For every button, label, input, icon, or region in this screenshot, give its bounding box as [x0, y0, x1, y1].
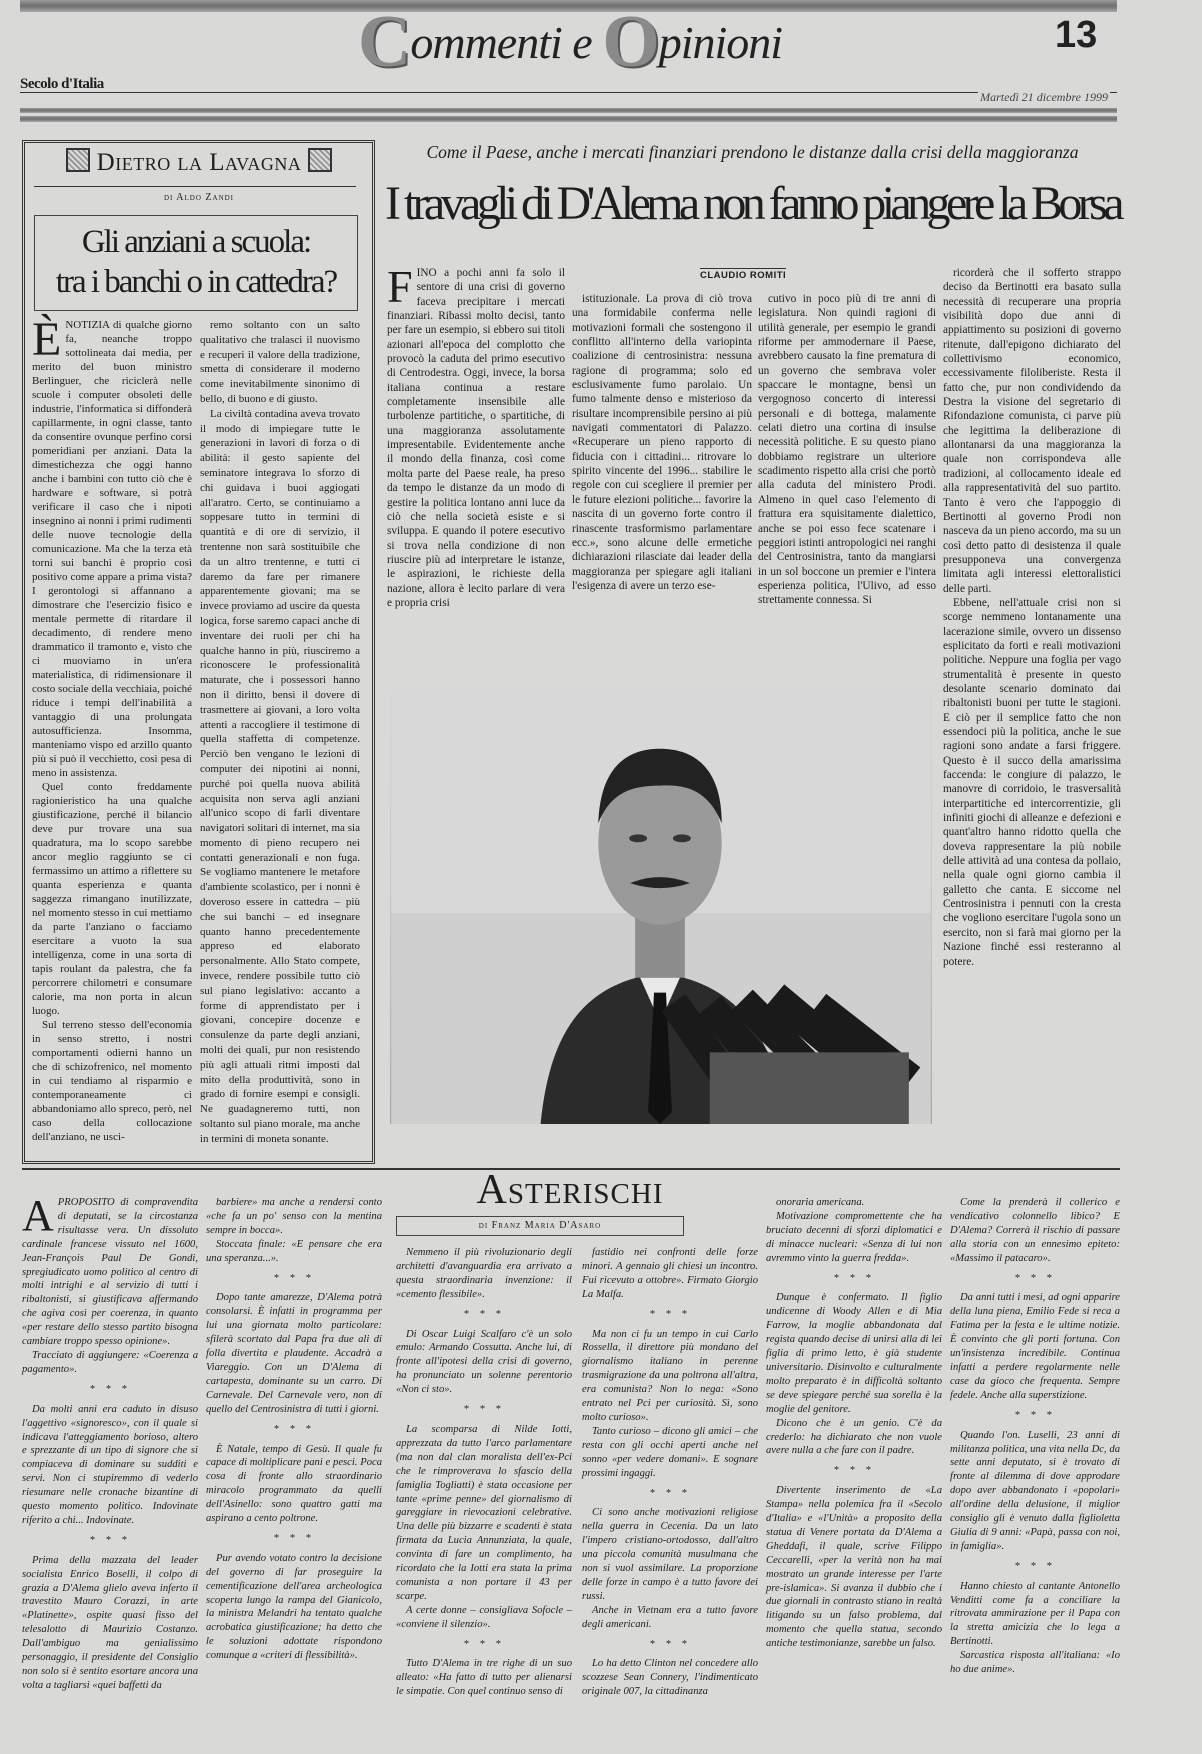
paragraph: La scomparsa di Nilde Iotti, apprezzata da tutto l'arco parlamentare (ma non dal clan moralista dell'ex-Pci che le rimproverava lo sfascio della famiglia Togliatti) è stata occasione per tante «prime penne» del giornalismo di gareggiare in rievocazioni celebrative. Una delle più bizzarre e scadenti è stata firmata da Lucia Annunziata, la quale, convinta di fare un complimento, ha ricordato che la Iotti era stata la prima comunista a non portare il 43 per scarpe.: [396, 1423, 572, 1602]
header-rule-mid: [20, 108, 1117, 113]
paragraph: Tutto D'Alema in tre righe di un suo alleato: «Ha fatto di tutto per alienarsi le simpatie. Con quel continuo senso di: [396, 1658, 572, 1698]
article-byline: CLAUDIO ROMITI: [700, 270, 787, 281]
article-headline: I travagli di D'Alema non fanno piangere la Borsa: [385, 177, 1120, 230]
paragraph: Ci sono anche motivazioni religiose nella guerra in Cecenia. Da un lato l'impero cristiano-ortodosso, dall'altro una piccola comunità musulmana che non si vuol assimilare. La proporzione delle forze in campo è a tutto favore dei russi.: [582, 1507, 758, 1602]
paragraph: Tracciato di aggiungere: «Coerenza a pagamento».: [22, 1349, 198, 1375]
asterischi-col-4: [582, 1246, 758, 1748]
drop-cap: È: [32, 313, 62, 366]
paragraph: Anche in Vietnam era a tutto favore degli americani.: [582, 1604, 758, 1630]
rubric-divider: [34, 186, 356, 187]
asterischi-col-6: [950, 1196, 1120, 1748]
paragraph: INO a pochi anni fa solo il sentore di una crisi di governo faceva precipitare i mercati finanziari. Ribassi molto decisi, tanto per fare un esempio, si ebbero sui titoli azionari all'epoca del complotto che provocò la caduta del primo esecutivo di Centrodestra. Oggi, invece, la borsa italiana continua a restare completamente insensibile alle turbolenze partitiche, o spartitiche, di una maggioranza assolutamente impresentabile. Evidentemente anche il mondo della finanza, così come molta parte del Paese reale, ha preso da tempo le distanze da un modo di gestire la politica lontano anni luce da ciò che nella società esiste e si sviluppa. E quando il potere esecutivo si trova nella condizione di non riuscire più ad interpretare le istanze, le aspirazioni, le richieste della nazione, allora è lecito parlare di vera e propria crisi: [387, 267, 565, 609]
paragraph: Di Oscar Luigi Scalfaro c'è un solo emulo: Armando Cossutta. Anche lui, di fronte all'ipotesi della crisi di governo, ha pronunciato un solenne perentorio «Non ci sto».: [396, 1328, 572, 1396]
section-title-part-2: pinioni: [658, 17, 783, 68]
paragraph: onoraria americana.: [776, 1197, 865, 1208]
separator: * * *: [273, 1423, 315, 1435]
separator: * * *: [463, 1638, 505, 1650]
paragraph: Tanto curioso – dicono gli amici – che resta con gli occhi aperti anche nel sonno «per vedere domani». E sognare prossimi ingaggi.: [582, 1425, 758, 1479]
paragraph: PROPOSITO di compravendita di deputati, se la circostanza risultasse vera. Un dissoluto cardinale francese vissuto nel 1600, Jean-François Paul De Gondi, spregiudicato uomo politico al centro di molti intrighi e al servizio di tutti i ribaltonisti, si giustificava affermando che agiva così per coerenza, in quanto «per restare dello stesso partito bisogna cambiare troppo spesso opinione».: [22, 1197, 198, 1348]
paragraph: Da anni tutti i mesi, ad ogni apparire della luna piena, Emilio Fede si reca a Fatima per la festa e le ultime notizie. È convinto che gli porti fortuna. Con un'insistenza incredibile. Continua infatti a perdere regolarmente nelle case da gioco che frequenta. Sempre fedele. Anche alla superstizione.: [950, 1292, 1120, 1401]
paragraph: istituzionale. La prova di ciò trova una formidabile conferma nelle motivazioni formali che sostengono il conflitto all'interno della variopinta coalizione di centrosinistra: nessuna ragione di programma; solo ed esclusivamente fumo parolaio. Un fumo talmente denso e misterioso da risultare incomprensibile persino ai più navigati commentatori di Palazzo. «Recuperare un pieno rapporto di fiducia con i cittadini... ritrovare lo spirito vincente del 1996... stabilire le regole con cui scegliere il premier per le future elezioni politiche... favorire la nascita di un governo forte contro il rinascente trasformismo parlamentare ecc.», sono alcune delle ermetiche dichiarazioni rilasciate dai leader della maggioranza per spiegare agli italiani l'esigenza di avere un terzo ese-: [572, 293, 752, 592]
article-photo: [390, 694, 932, 1124]
paragraph: Divertente inserimento de «La Stampa» nella polemica fra il «Secolo d'Italia» e «l'Unità» a proposito della statua di Venere portata da D'Alema a Gheddafi, il quale, scrive Filippo Ceccarelli, «per la verità non ha mai mostrato un grande interesse per l'arte pre-islamica». Si avanza il dubbio che i due giornali in contrasto stiano in realtà litigando su un falso problema, dal momento che quella statua, secondo antiche testimonianze, sarebbe un falso.: [766, 1485, 942, 1650]
paragraph: Ebbene, nell'attuale crisi non si scorge nemmeno lontanamente una lacerazione simile, ovvero un dissenso esplicitato da forti e reali motivazioni politiche. Neppure una foglia per vago strumentalità è presente in questo desolante scenario dominato dai ribaltonisti buoni per tutte le stagioni. E ciò per il semplice fatto che non essendoci più la politica, anche le sue ragioni sono andate a farsi friggere. Questo è il succo della amarissima faccenda: le congiure di palazzo, le manovre di corridoio, le trasversalità interpartitiche ed intercorrentizie, gli infiniti giochi di alleanze e defezioni e quant'altro hanno ridotto quella che doveva rappresentare la più nobile delle attività ad una contesa da pollaio, nella quale ogni giorno cambia il galletto che canta. E siccome nel Centrosinistra i pennuti con la cresta che vogliono esercitare l'ugola sono un esercito, non si farà mai giorno per la Nazione finché essi resteranno al potere.: [943, 596, 1121, 968]
column-author: di Aldo Zandi: [163, 192, 235, 203]
column-headline-line-2: tra i banchi o in cattedra?: [55, 264, 337, 300]
paragraph: Dicono che è un genio. C'è da crederlo: ha dichiarato che non vuole avere nulla a che fare con il padre.: [766, 1417, 942, 1457]
paragraph: Lo ha detto Clinton nel concedere allo scozzese Sean Connery, l'indimenticato originale 007, la cittadinanza: [582, 1658, 758, 1698]
paragraph: Pur avendo votato contro la decisione del governo di far proseguire la cementificazione dell'area archeologica scoperta lungo la rampa del Gianicolo, la ministra Melandri ha tentato qualche acrobatica giustificazione; ha detto che le soluzioni adottate rispondono comunque a «criteri di flessibilità».: [206, 1552, 382, 1662]
paragraph: Motivazione compromettente che ha bruciato decenni di sforzi diplomatici e di minacce nucleari: «Senza di lui non avremmo vinto la guerra fredda».: [766, 1210, 942, 1264]
asterischi-title: Asterischi: [476, 1167, 664, 1213]
asterischi-author: di Franz Maria D'Asaro: [396, 1216, 684, 1236]
column-text-col-2: [200, 318, 360, 1153]
asterischi-col-5: [766, 1196, 942, 1748]
header-divider: [20, 92, 1117, 93]
paragraph: NOTIZIA di qualche giorno fa, neanche troppo sottolineata dai media, per merito del buon ministro Berlinguer, che riciclerà nelle scuole i computer obsoleti delle industrie, l'informatica si diffonderà capillarmente, in ogni classe, tanto da consentire ovunque perfino corsi pomeridiani per anziani. Data la dimestichezza che oggi hanno anche i bambini con tutto ciò che è hardware e software, si potrà verificare il caso che i nipoti insegnino ai nonni i primi rudimenti delle nuove tecnologie della comunicazione. Ma che la terza età torni sui banchi è proprio così positivo come appare a prima vista? I gerontologi si affannano a dimostrare che l'esercizio fisico e mentale permette di ritardare il decadimento, di rendere meno drammatico il tramonto e, visto che ci muoviamo in un'era materialistica, di ridimensionare il costo sociale della vecchiaia, poiché riduce i tempi dell'inabilità a vantaggio di una prolungata autosufficienza. Insomma, manteniamo vispo ed arzillo quanto più si può il vecchietto, così pesa di meno in assistenza.: [32, 319, 192, 779]
section-title-part-1: ommenti e: [410, 17, 603, 68]
separator: * * *: [89, 1534, 131, 1546]
paragraph: Hanno chiesto al cantante Antonello Venditti come fa a conciliare la ritrovata ammirazione per il Papa con la stretta amicizia che lo lega a Bertinotti.: [950, 1580, 1120, 1648]
separator: * * *: [649, 1638, 691, 1650]
paragraph: fastidio nei confronti delle forze minori. A gennaio gli chiesi un incontro. Fui ricevuto a ottobre». Firmato Giorgio La Malfa.: [582, 1247, 758, 1300]
column-headline: [36, 222, 356, 302]
separator: * * *: [463, 1308, 505, 1320]
section-title-initial-c: C: [357, 1, 411, 83]
column-text-col-1: [32, 313, 192, 1153]
paragraph: Sul terreno stesso dell'economia in senso stretto, i nostri comportamenti odierni hanno un che di schizofrenico, nel momento in cui tendiamo al risparmio e contemporaneamente ci abbandoniamo allo spreco, però, nel caso della collocazione dell'anziano, ne usci-: [32, 1019, 192, 1143]
column-rubric-text: Dietro la Lavagna: [96, 149, 302, 176]
paragraph: Ma non ci fu un tempo in cui Carlo Rossella, il direttore più mondano del giornalismo italiano in perenne trasmigrazione da una poltrona all'altra, era comunista? Non lo nega: «Sono entrato nel Pci per curiosità. Sì, sono molto curioso».: [582, 1328, 758, 1423]
separator: * * *: [649, 1308, 691, 1320]
asterischi-col-1: [22, 1191, 198, 1748]
article-col-3: [758, 292, 936, 686]
header-rule-bottom: [20, 116, 1117, 122]
separator: * * *: [833, 1272, 875, 1284]
column-rubric: [34, 148, 364, 177]
paragraph: barbiere» ma anche a rendersi conto «che fa un po' senso con la mentina sempre in bocca».: [206, 1197, 382, 1236]
masthead: Secolo d'Italia: [20, 76, 104, 92]
blackboard-icon: [308, 148, 332, 172]
issue-date: Martedì 21 dicembre 1999: [980, 90, 1108, 104]
article-kicker: Come il Paese, anche i mercati finanziari prendono le distanze dalla crisi della maggioranza: [426, 142, 1079, 162]
section-title-initial-o: O: [602, 1, 659, 83]
asterischi-col-3: [396, 1246, 572, 1748]
separator: * * *: [89, 1383, 131, 1395]
asterischi-col-2: [206, 1196, 382, 1748]
drop-cap: F: [387, 261, 413, 312]
paragraph: È Natale, tempo di Gesù. Il quale fu capace di moltiplicare pani e pesci. Poca cosa di fronte allo straordinario miracolo programmato da quelli dell'Asinello: sono quattro gatti ma aspirano a cento poltrone.: [206, 1443, 382, 1525]
paragraph: Sarcastica risposta all'italiana: «Io ho due anime».: [950, 1650, 1120, 1676]
paragraph: Nemmeno il più rivoluzionario degli architetti d'avanguardia era arrivato a questa straordinaria invenzione: il «cemento flessibile».: [396, 1247, 572, 1300]
paragraph: Come la prenderà il collerico e vendicativo colonnello libico? E D'Alema? Correrà il rischio di passare alla storia con un ennesimo epiteto: «Massimo il patacaro».: [950, 1197, 1120, 1264]
paragraph: Quando l'on. Luselli, 23 anni di militanza politica, una vita nella Dc, da sette anni deputato, si è trovato di fronte al dilemma di dove approdare dopo aver abbandonato i «popolari» all'ordine della delusione, il miglior consiglio gli è venuto dalla figlioletta Giulia di 9 anni: «Papà, passa con noi, in famiglia».: [950, 1429, 1120, 1552]
separator: * * *: [1014, 1409, 1056, 1421]
paragraph: ricorderà che il sofferto strappo deciso da Bertinotti era basato sulla necessità di recuperare una propria visibilità dopo due anni di appiattimento su posizioni di governo ritenute, dall'epigono dichiarato del collettivismo economico, eccessivamente filoliberiste. Resta il fatto che, pur non condividendo da Destra la visione del segretario di Rifondazione comunista, ci parve più che legittima la deliberazione di allontanarsi da una maggioranza la quale non corrispondeva alle tradizioni, al collocamento ideale ed alla rappresentatività del suo partito. Tanto è vero che l'appoggio di Bertinotti al governo Prodi non nasceva da un pieno accordo, ma su un così detto patto di desistenza il quale presupponeva una convergenza limitata agli interessi elettoralistici delle parti.: [943, 267, 1121, 595]
paragraph: Stoccata finale: «E pensare che era una speranza...».: [206, 1238, 382, 1264]
paragraph: La civiltà contadina aveva trovato il modo di impiegare tutte le generazioni in lavori di forza o di abilità: il gesto sapiente del seminatore integrava lo sforzo di chi guidava i buoi aggiogati all'aratro. Certo, se continuiamo a soppesare tutto in termini di quantità e di ore di servizio, il trentenne non sarà sostituibile che da un altro trentenne, e tutti ci daremo da fare per rimanere apparentemente giovani; ma se invece proviamo ad uscire da questa logica, forse saremo capaci anche di inventare dei ruoli per chi ha qualche hanno in più, riusciremo a riconoscere le professionalità maturate, che i possessori hanno non il diritto, bensì il dovere di trasmettere ai giovani, a loro volta attenti a raccogliere il testimone di quella staffetta di competenze. Perciò ben vengano le lezioni di computer dei nipotini ai nonni, purché poi quella nuova abilità acquisita non serva agli anziani all'unico scopo di farli diventare navigatori solitari di internet, ma sia momento di pieno recupero nei contatti generazionali e non fuga. Se vogliamo mantenere le metafore d'ambiente scolastico, per i nonni è doveroso essere in cattedra – più che sui banchi – ed insegnare quanto hanno precedentemente appreso ed elaborato personalmente. Allo Stato compete, invece, rendere possibile tutto ciò sul piano legislativo: accanto a forme di apprendistato per i giovani, concepire docenze e consulenze da parte degli anziani, molti dei quali, pur non resistendo più agli attuali ritmi imposti dal mito della produttività, sono in grado di fornire esempi e consigli. Ne guadagneremo tutti, non soltanto sul piano morale, ma anche in termini di moneta sonante.: [200, 407, 360, 1145]
section-title: [340, 1, 800, 83]
separator: * * *: [833, 1465, 875, 1477]
paragraph: remo soltanto con un salto qualitativo che tralasci il nuovismo e recuperi il valore della tradizione, smetta di considerare il moderno come inevitabilmente sinonimo di bello, di buono e di giusto.: [200, 319, 360, 405]
article-col-2: [572, 292, 752, 686]
paragraph: cutivo in poco più di tre anni di legislatura. Non quindi ragioni di utilità generale, per esempio le grandi riforme per ammodernare il Paese, avrebbero causato la fine prematura di un governo che sembrava voler spaccare le montagne, bensì un vergognoso concerto di interessi personali e di bottega, malamente celati dietro una cortina di insulse necessità politiche. E su questo piano dobbiamo registrare un ulteriore scadimento rispetto alla crisi che portò alla caduta del ministero Prodi. Almeno in quel caso l'elemento di frattura era squisitamente dialettico, anche se poi esso fece scatenare i peggiori istinti antropologici nei ranghi del Centrosinistra, tanto da mangiarsi in un sol boccone un premier e l'intera esperienza politica, l'Ulivo, ad esso strettamente connessa. Si: [758, 293, 936, 607]
paragraph: A certe donne – consigliava Sofocle – «conviene il silenzio».: [396, 1604, 572, 1630]
paragraph: Prima della mazzata del leader socialista Enrico Boselli, il colpo di grazia a D'Alema glielo aveva inferto il travestito Mauro Corazzi, in arte «Platinette», ospite quasi fisso del telesalotto di Maurizio Costanzo. Dall'ambiguo ma genialissimo personaggio, il presidente del Consiglio non solo si è sentito esortare ancora una volta a tagliarsi «quei baffetti da: [22, 1554, 198, 1691]
separator: * * *: [649, 1487, 691, 1499]
page-number: 13: [1055, 14, 1098, 56]
column-headline-line-1: Gli anziani a scuola:: [81, 224, 311, 260]
separator: * * *: [1014, 1272, 1056, 1284]
paragraph: Dunque è confermato. Il figlio undicenne di Woody Allen e di Mia Farrow, la moglie abbandonata dal regista quando decise di unirsi alla di lei figlia di primo letto, è già studente universitario. Disinvolto e culturalmente molto preparato è in difficoltà soltanto se deve spiegare perché sua sorella è la moglie del genitore.: [766, 1292, 942, 1415]
article-col-1: [387, 261, 565, 686]
separator: * * *: [1014, 1560, 1056, 1572]
paragraph: Quel conto freddamente ragionieristico ha una qualche giustificazione, perché il bilancio deve pur trovare una sua quadratura, ma lo scopo sarebbe ancor meglio raggiunto se ci fermassimo un attimo a riflettere su quanta esperienza e quanta saggezza rimangano inutilizzate, nel momento stesso in cui mettiamo da parte l'anziano o facciamo esercitare a vuoto la sua intelligenza, come in una sorta di tapis roulant da palestra, che fa percorrere chilometri e consumare calorie, ma non porta in alcun luogo.: [32, 781, 192, 1017]
drop-cap: A: [22, 1191, 54, 1240]
paragraph: Dopo tante amarezze, D'Alema potrà consolarsi. È infatti in programma per lui una giornata molto particolare: sfilerà scortato dal Papa fra due ali di folla divertita e plaudente. Accadrà a Viareggio. Con un D'Alema di cartapesta, dominante su un carro. Di Carnevale. Del Carnevale vero, non di quello del Centrosinistra di tutti i giorni.: [206, 1292, 382, 1415]
separator: * * *: [273, 1272, 315, 1284]
paragraph: Da molti anni era caduto in disuso l'aggettivo «signoresco», con il quale si indicava l'atteggiamento borioso, altero e sprezzante di un tipo di signore che si compiaceva di dominare su sudditi e servi. Non ci stupiremmo di vederlo riesumare nelle cronache bizantine di questo momento politico. Indovinate riferito a chi... Indovinate.: [22, 1403, 198, 1526]
blackboard-icon: [66, 148, 90, 172]
separator: * * *: [463, 1404, 505, 1416]
photo-portrait-man-at-microphones: [390, 694, 932, 1124]
article-col-4: [943, 266, 1121, 1158]
header-rule-top: [20, 0, 1117, 12]
separator: * * *: [273, 1532, 315, 1544]
